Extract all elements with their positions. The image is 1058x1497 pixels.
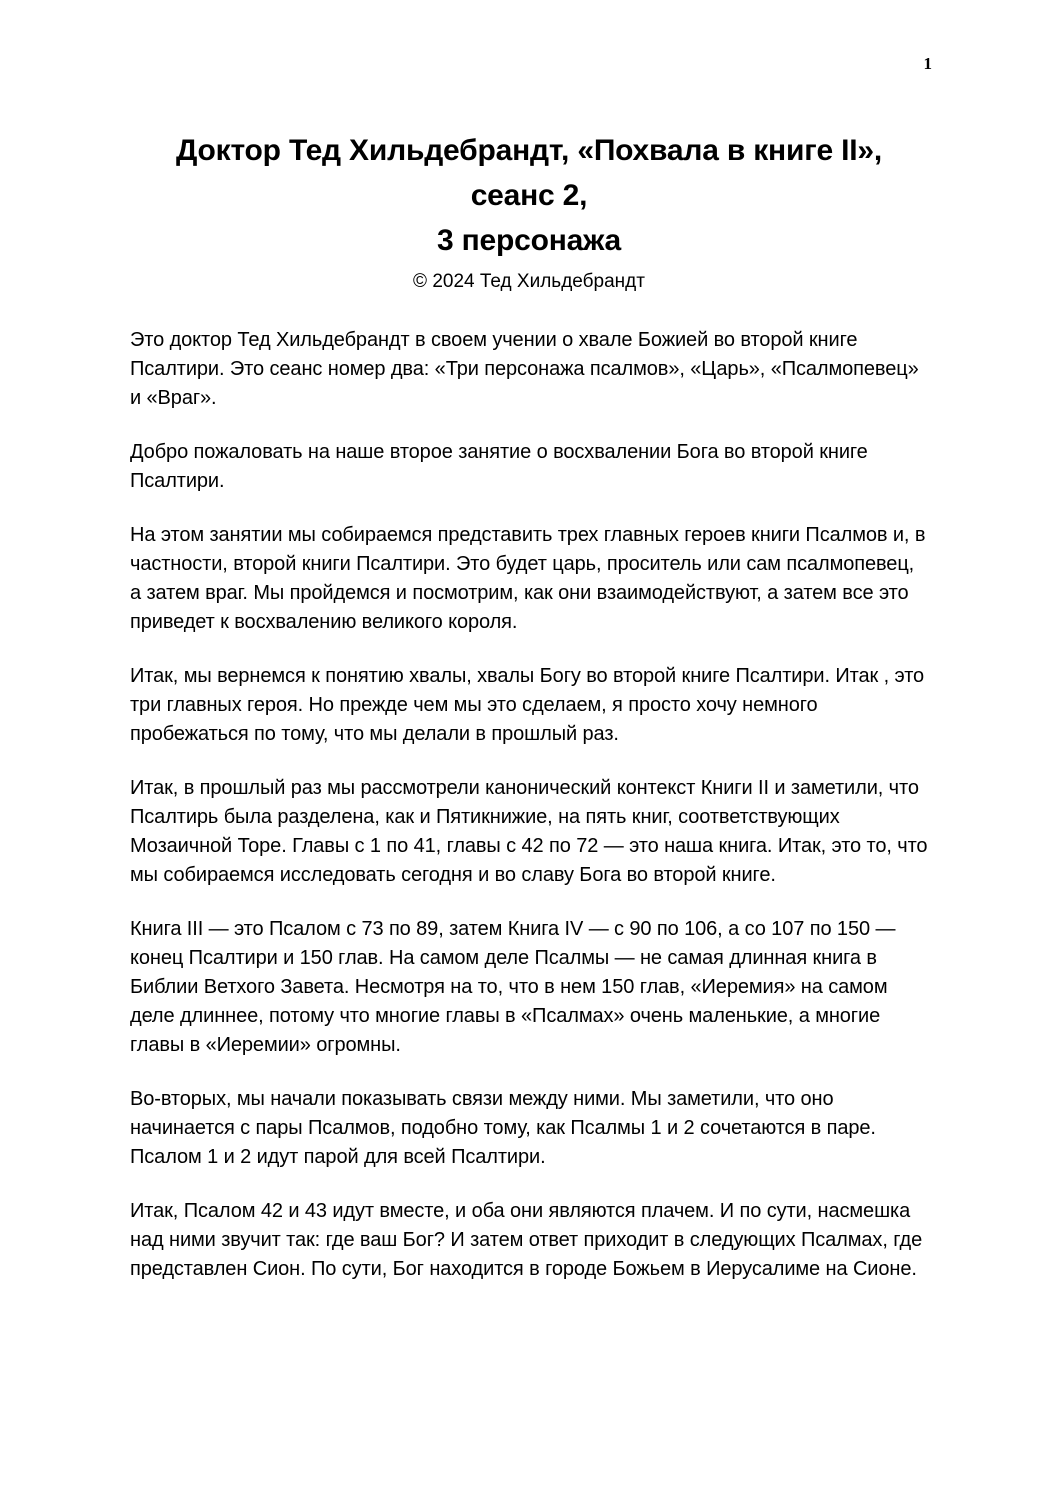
paragraph: Итак, мы вернемся к понятию хвалы, хвалы Богу во второй книге Псалтири. Итак , это три главных героя. Но прежде чем мы это сделаем, я просто хочу немного пробежаться по тому, что мы делали в прошлый раз.: [130, 665, 925, 745]
paragraph: На этом занятии мы собираемся представить трех главных героев книги Псалмов и, в частности, второй книги Псалтири. Это будет царь, проситель или сам псалмопевец, а затем враг. Мы пройдемся и посмотрим, как они взаимодействуют, а затем все это приведет к восхвалению великого короля.: [130, 524, 926, 633]
copyright-line: © 2024 Тед Хильдебрандт: [413, 271, 645, 292]
document-body: [130, 326, 928, 1284]
document-title: [130, 128, 928, 263]
paragraph: Итак, в прошлый раз мы рассмотрели канонический контекст Книги II и заметили, что Псалтирь была разделена, как и Пятикнижие, на пять книг, соответствующих Мозаичной Торе. Главы с 1 по 41, главы с 42 по 72 — это наша книга. Итак, это то, что мы собираемся исследовать сегодня и во славу Бога во второй книге.: [130, 777, 928, 886]
paragraph: Во-вторых, мы начали показывать связи между ними. Мы заметили, что оно начинается с пары Псалмов, подобно тому, как Псалмы 1 и 2 сочетаются в паре. Псалом 1 и 2 идут парой для всей Псалтири.: [130, 1088, 876, 1168]
title-line-2: сеанс 2,: [470, 179, 588, 212]
page-number: 1: [923, 54, 932, 73]
title-line-3: 3 персонажа: [436, 224, 622, 257]
document-header: [130, 0, 928, 296]
paragraph: Это доктор Тед Хильдебрандт в своем учении о хвале Божией во второй книге Псалтири. Это сеанс номер два: «Три персонажа псалмов», «Царь», «Псалмопевец» и «Враг».: [130, 329, 919, 409]
paragraph: Книга III — это Псалом с 73 по 89, затем Книга IV — с 90 по 106, а со 107 по 150 — конец Псалтири и 150 глав. На самом деле Псалмы — не самая длинная книга в Библии Ветхого Завета. Несмотря на то, что в нем 150 глав, «Иеремия» на самом деле длиннее, потому что многие главы в «Псалмах» очень маленькие, а многие главы в «Иеремии» огромны.: [130, 918, 896, 1056]
title-line-1: Доктор Тед Хильдебрандт, «Похвала в книге II»,: [175, 134, 883, 167]
paragraph: Добро пожаловать на наше второе занятие о восхвалении Бога во второй книге Псалтири.: [130, 441, 868, 492]
paragraph: Итак, Псалом 42 и 43 идут вместе, и оба они являются плачем. И по сути, насмешка над ними звучит так: где ваш Бог? И затем ответ приходит в следующих Псалмах, где представлен Сион. По сути, Бог находится в городе Божьем в Иерусалиме на Сионе.: [130, 1200, 923, 1280]
